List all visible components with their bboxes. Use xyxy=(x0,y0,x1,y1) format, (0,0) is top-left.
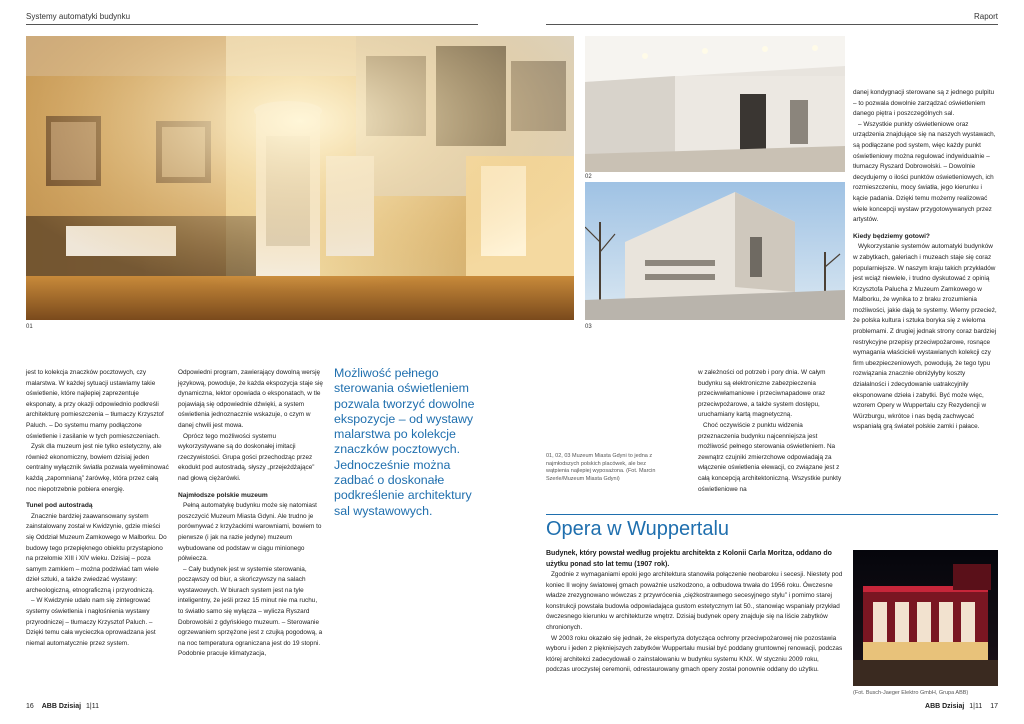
paragraph: Zysk dla muzeum jest nie tylko estetyczny, ale również ekonomiczny, bowiem dzisiaj jeden centralny wyłącznik światła pozwala wyeliminować każdą „zapomnianą” żarówkę, która przez całą noc niepotrzebnie pobiera energię. xyxy=(26,443,169,493)
article-column-1 xyxy=(26,368,170,649)
section-heading: Najmłodsze polskie muzeum xyxy=(178,491,268,499)
photo-museum-interior xyxy=(26,36,574,320)
section-heading: Tunel pod autostradą xyxy=(26,502,93,510)
article-column-3 xyxy=(698,368,844,495)
article-column-2 xyxy=(178,368,324,660)
paragraph: Choć oczywiście z punktu widzenia przeznaczenia budynku najcenniejsza jest możliwość pełnego sterowania oświetleniem. Na zewnątrz czujniki zmierzchowe odpowiadają za włączenie oświetlenia elewacji, co związane jest z całą koncepcją architektoniczną. Wszystkie punkty oświetleniowe na xyxy=(698,421,842,493)
opera-lead: Budynek, który powstał według projektu architekta z Kolonii Carla Moritza, oddano do użytku ponad sto lat temu (1907 rok). xyxy=(546,550,832,568)
paragraph: Znacznie bardziej zaawansowany system zainstalowany został w Kwidzynie, gdzie mieści się Oddział Muzeum Zamkowego w Malborku. Do budowy tego przepięknego obiektu przystąpiono na przełomie XIII i XIV wieku. Dzisiaj – poza samym zamkiem – można podziwiać tam wiele dzieł sztuki, a także zwiedzać wystawy: archeologiczną, etnograficzną i przyrodniczą. xyxy=(26,512,167,594)
photo-opera-building xyxy=(853,550,998,686)
paragraph: danej kondygnacji sterowane są z jednego pulpitu – to pozwala dowolnie zarządzać oświetleniem danego piętra i poszczególnych sal. xyxy=(853,89,995,118)
figure-number-02: 02 xyxy=(585,174,592,180)
figure-number-01: 01 xyxy=(26,324,33,330)
figure-caption: 01, 02, 03 Muzeum Miasta Gdyni to jedna z najmłodszych polskich placówek, ale bez wątpienia najlepiej wyposażona. (Fot. Marcin Szerle/Muzeum Miasta Gdyni) xyxy=(546,453,656,482)
header-rule-right xyxy=(546,24,998,25)
opera-title: Opera w Wuppertalu xyxy=(546,518,730,540)
opera-section-rule xyxy=(546,514,998,515)
publication-name: ABB Dzisiaj xyxy=(41,703,82,710)
paragraph: W 2003 roku okazało się jednak, że ekspertyza dotycząca ochrony przeciwpożarowej nie pozostawia wyboru i jeden z piękniejszych zabytków Wuppertalu musiał być poddany gruntownej renowacji, podczas której architekci zadecydowali o zainstalowaniu w budynku systemu KNX. W styczniu 2009 roku, podczas uroczystej ceremonii, odrestaurowany gmach opery został ponownie oddany do użytku. xyxy=(546,634,843,674)
running-header-right: Raport xyxy=(973,12,998,21)
paragraph: Wykorzystanie systemów automatyki budynków w zabytkach, galeriach i muzeach staje się coraz popularniejsze. W naszym kraju takich przykładów jest wciąż niewiele, i trudno dyskutować z opinią Krzysztofa Palucha z Muzeum Zamkowego w Malborku, że wynika to z braku zrozumienia możliwości, jakie dają te systemy. Wiemy przecież, że polska kultura i sztuka boryka się z wieloma problemami. Z drugiej jednak strony coraz bardziej restrykcyjne przepisy przeciwpożarowe, rosnące wymagania właścicieli wystawianych kolekcji czy firm ubezpieczeniowych, powodują, że tego typu rozwiązania znacznie obniżyłyby koszty działalności i zdecydowanie uatrakcyjniły eksponowane dzieła i zabytki. Być może więc, wzorem Opery w Wuppertalu czy Rezydencji w Würzburgu, wkrótce i nas będą zachwycać wspaniałą grą świateł polskie zamki i pałace. xyxy=(853,243,997,431)
photo-museum-exterior xyxy=(585,182,845,320)
issue-number: 1|11 xyxy=(86,703,99,710)
paragraph: – Wszystkie punkty oświetleniowe oraz urządzenia znajdujące się na naszych wystawach, są podłączane pod system, więc każdy punkt oświetleniowy można regulować indywidualnie – tłumaczy Ryszard Dobrowolski. – Dowolnie decydujemy o ilości punktów oświetleniowych, ich rozmieszczeniu, mocy światła, jego kierunku i kącie padania. Dzięki temu możemy realizować wiele koncepcji wystaw przygotowywanych przez artystów. xyxy=(853,120,996,224)
photo-gallery-interior xyxy=(585,36,845,172)
paragraph: Odpowiedni program, zawierający dowolną wersję językową, powoduje, że każda ekspozycja staje się dynamiczna, lektor opowiada o eksponatach, w tle pojawiają się odpowiednie dźwięki, a system oświetlenia jednoznacznie wskazuje, o czym w danej chwili jest mowa. xyxy=(178,369,323,429)
paragraph: Zgodnie z wymaganiami epoki jego architektura stanowiła połączenie neobaroku i secesji. Niestety pod koniec II wojny światowej gmach poważnie uszkodzono, a odbudowa trwała do 1956 roku. Ówczesne władze zrezygnowano wówczas z przywrócenia „ciężkostrawnego secesyjnego stylu” i pomimo starej konstrukcji powstała budowla odpowiadająca gustom estetycznym lat 50., stanowiąc wspaniały przykład ówczesnego kierunku w architekturze wnętrz. Dzisiaj budynek opery znajduje się na liście zabytków chronionych. xyxy=(546,571,843,631)
opera-text xyxy=(546,570,844,676)
paragraph: jest to kolekcja znaczków pocztowych, czy malarstwa. W każdej sytuacji ustawiamy takie oświetlenie, które najlepiej zaprezentuje eksponaty, a przy okazji odpowiednio podkreśli architekturę pomieszczenia – tłumaczy Krzysztof Paluch. – Do systemu mamy podłączone oświetlenie i zasilanie w tych pomieszczeniach. xyxy=(26,369,164,440)
page-number: 17 xyxy=(990,703,998,710)
page-number: 16 xyxy=(26,703,34,710)
opera-photo-caption: (Fot. Busch-Jaeger Elektro GmbH, Grupa ABB) xyxy=(853,690,969,696)
paragraph: w zależności od potrzeb i pory dnia. W całym budynku są elektroniczne zabezpieczenia przeciwwłamaniowe i przeciwnapadowe oraz przeciwpożarowe, a także system dostępu, uruchamiany kartą magnetyczną. xyxy=(698,369,826,419)
publication-name: ABB Dzisiaj xyxy=(925,703,965,710)
paragraph: – W Kwidzynie udało nam się zintegrować systemy oświetlenia i nagłośnienia wystawy przyrodniczej – tłumaczy Krzysztof Paluch. – Dzięki temu cała wycieczka oprowadzana jest niemal automatycznie przez system. xyxy=(26,597,156,647)
paragraph: – Cały budynek jest w systemie sterowania, począwszy od biur, a skończywszy na salach wystawowych. W biurach system jest na tyle inteligentny, że jeśli przez 15 minut nie ma ruchu, to światło samo się wyłącza – wylicza Ryszard Dobrowolski z gdyńskiego muzeum. – Sterowanie ogrzewaniem sprzężone jest z czujką pogodową, a na noc temperatura ograniczana jest do 19 stopni. Podobnie pracuje klimatyzacja, xyxy=(178,565,323,658)
paragraph: Pełną automatykę budynku może się natomiast poszczycić Muzeum Miasta Gdyni. Ale trudno je porównywać z krzyżackimi warowniami, bowiem to pierwsze (i jak na razie jedyne) muzeum wybudowane od podstaw w ciągu minionego półwiecza. xyxy=(178,502,322,563)
footer-right xyxy=(925,703,998,710)
running-header-left: Systemy automatyki budynku xyxy=(26,12,131,21)
footer-left xyxy=(26,703,99,710)
header-rule-left xyxy=(26,24,478,25)
pull-quote: Możliwość pełnego sterowania oświetleniem pozwala tworzyć dowolne ekspozycje – od wystawy malarstwa po kolekcje znaczków pocztowych. Jednocześnie można zadbać o doskonałe podkreślenie architektury sal wystawowych. xyxy=(334,366,475,518)
section-heading: Kiedy będziemy gotowi? xyxy=(853,232,930,240)
article-column-4 xyxy=(853,88,998,433)
issue-number: 1|11 xyxy=(969,703,983,710)
figure-number-03: 03 xyxy=(585,324,592,330)
paragraph: Oprócz tego możliwości systemu wykorzystywane są do doskonałej imitacji rzeczywistości. Grupa gości przechodząc przez ekodukt pod autostradą, słyszy „przejeżdżające” nad głową ciężarówki. xyxy=(178,432,315,482)
